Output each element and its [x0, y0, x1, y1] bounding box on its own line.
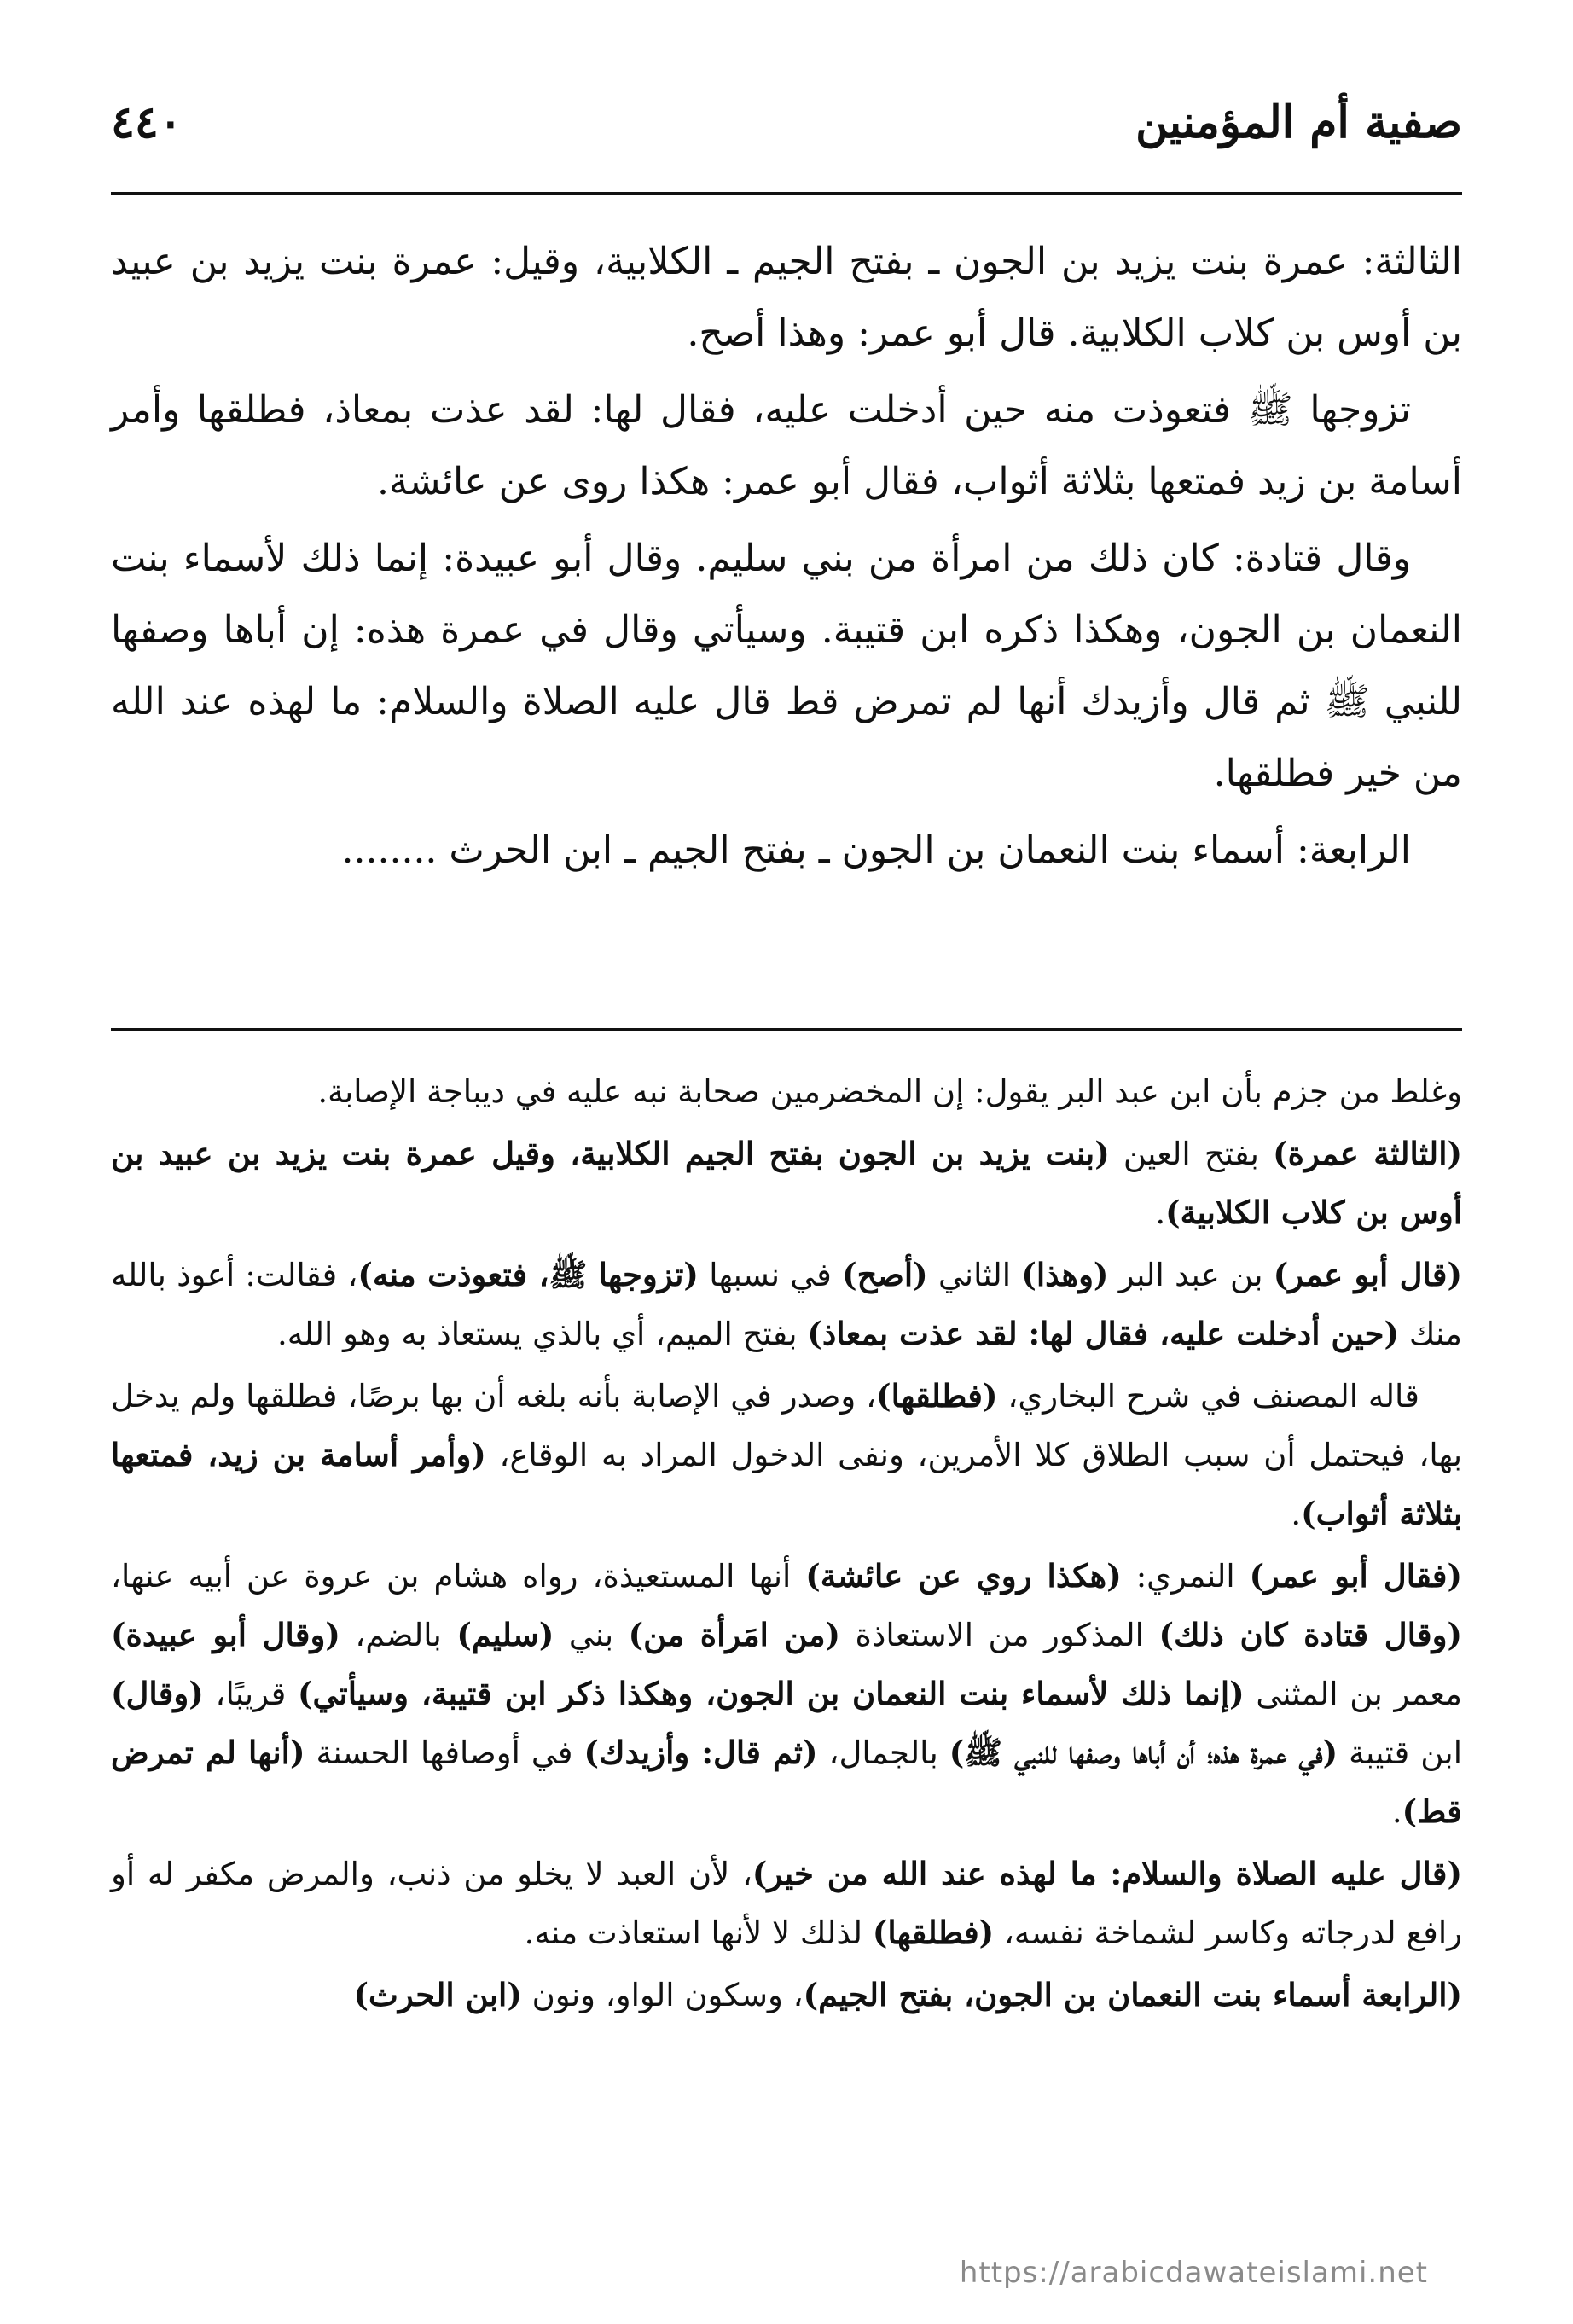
commentary-paragraph: (قال أبو عمر) بن عبد البر (وهذا) الثاني (أصح) في نسبها (تزوجها ﷺ، فتعوذت منه)، فقالت: أعوذ بالله منك (حين أدخلت عليه، فقال لها: لقد عذت بمعاذ) بفتح الميم، أي بالذي يستعاذ به وهو الله.: [111, 1256, 1462, 1352]
commentary: [111, 1062, 1462, 2028]
main-paragraph: الثالثة: عمرة بنت يزيد بن الجون ـ بفتح الجيم ـ الكلابية، وقيل: عمرة بنت يزيد بن عبيد بن أوس بن كلاب الكلابية. قال أبو عمر: وهذا أصح.: [111, 240, 1462, 355]
main-paragraph: تزوجها ﷺ فتعوذت منه حين أدخلت عليه، فقال لها: لقد عذت بمعاذ، فطلقها وأمر أسامة بن زيد فمتعها بثلاثة أثواب، فقال أبو عمر: هكذا روى عن عائشة.: [111, 388, 1462, 503]
commentary-paragraph: (الثالثة عمرة) بفتح العين (بنت يزيد بن الجون بفتح الجيم الكلابية، وقيل عمرة بنت يزيد بن عبيد بن أوس بن كلاب الكلابية).: [111, 1135, 1462, 1231]
commentary-paragraph: قاله المصنف في شرح البخاري، (فطلقها)، وصدر في الإصابة بأنه بلغه أن بها برصًا، فطلقها ولم يدخل بها، فيحتمل أن سبب الطلاق كلا الأمرين، ونفى الدخول المراد به الوقاع، (وأمر أسامة بن زيد، فمتعها بثلاثة أثواب).: [111, 1377, 1462, 1532]
footnote-divider: [111, 1028, 1462, 1031]
header-divider: [111, 192, 1462, 195]
main-text: [111, 226, 1462, 892]
commentary-paragraph: (فقال أبو عمر) النمري: (هكذا روي عن عائشة) أنها المستعيذة، رواه هشام بن عروة عن أبيه عنها، (وقال قتادة كان ذلك) المذكور من الاستعاذة (من امَرأة من) بني (سليم) بالضم، (وقال أبو عبيدة) معمر بن المثنى (إنما ذلك لأسماء بنت النعمان بن الجون، وهكذا ذكر ابن قتيبة، وسيأتي) قريبًا، (وقال) ابن قتيبة (في عمرة هذه؛ أن أباها وصفها للنبي ﷺ) بالجمال، (ثم قال: وأزيدك) في أوصافها الحسنة (أنها لم تمرض قط).: [111, 1557, 1462, 1830]
main-paragraph: الرابعة: أسماء بنت النعمان بن الجون ـ بفتح الجيم ـ ابن الحرث ........: [341, 828, 1411, 872]
page-header: [111, 81, 1462, 175]
commentary-paragraph: وغلط من جزم بأن ابن عبد البر يقول: إن المخضرمين صحابة نبه عليه في ديباجة الإصابة.: [317, 1073, 1462, 1110]
commentary-paragraph: (الرابعة أسماء بنت النعمان بن الجون، بفتح الجيم)، وسكون الواو، ونون (ابن الحرث): [353, 1976, 1462, 2013]
main-paragraph: وقال قتادة: كان ذلك من امرأة من بني سليم. وقال أبو عبيدة: إنما ذلك لأسماء بنت النعمان بن الجون، وهكذا ذكره ابن قتيبة. وسيأتي وقال في عمرة هذه: إن أباها وصفها للنبي ﷺ ثم قال وأزيدك أنها لم تمرض قط قال عليه الصلاة والسلام: ما لهذه عند الله من خير فطلقها.: [111, 537, 1462, 795]
page-title: صفية أم المؤمنين: [1135, 96, 1462, 148]
page-number: ٤٤٠: [111, 96, 183, 148]
commentary-paragraph: (قال عليه الصلاة والسلام: ما لهذه عند الله من خير)، لأن العبد لا يخلو من ذنب، والمرض مكفر له أو رافع لدرجاته وكاسر لشماخة نفسه، (فطلقها) لذلك لا لأنها استعاذت منه.: [111, 1855, 1462, 1951]
watermark-url: https://arabicdawateislami.net: [959, 2256, 1428, 2290]
